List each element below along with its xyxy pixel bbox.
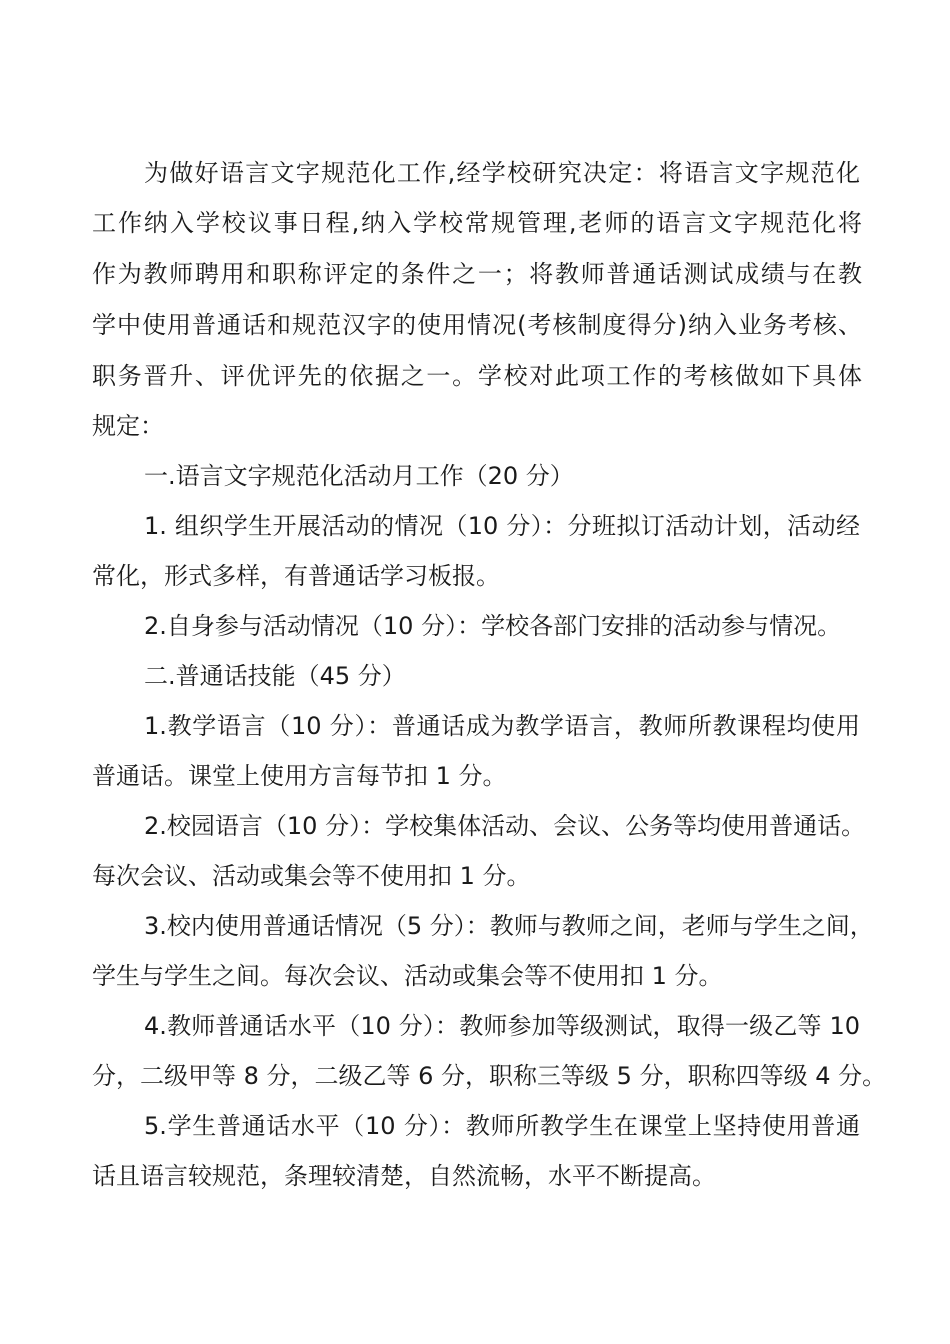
section-heading-2: 二.普通话技能（45 分）	[144, 662, 406, 690]
item-2-2-line-2: 每次会议、活动或集会等不使用扣 1 分。	[92, 862, 531, 890]
item-2-4-line-1: 4.教师普通话水平（10 分）：教师参加等级测试，取得一级乙等 10	[144, 1012, 860, 1040]
item-1-1-line-1: 1. 组织学生开展活动的情况（10 分）：分班拟订活动计划，活动经	[144, 512, 860, 540]
item-2-4-line-2: 分，二级甲等 8 分，二级乙等 6 分，职称三等级 5 分，职称四等级 4 分。	[92, 1062, 887, 1090]
section-heading-1: 一.语言文字规范化活动月工作（20 分）	[144, 462, 574, 490]
paragraph-intro-line-6: 规定：	[92, 412, 164, 440]
item-2-1-line-2: 普通话。课堂上使用方言每节扣 1 分。	[92, 762, 507, 790]
item-2-2-line-1: 2.校园语言（10 分）：学校集体活动、会议、公务等均使用普通话。	[144, 812, 866, 840]
item-1-2: 2.自身参与活动情况（10 分）：学校各部门安排的活动参与情况。	[144, 612, 842, 640]
item-2-5-line-2: 话且语言较规范，条理较清楚，自然流畅，水平不断提高。	[92, 1162, 716, 1190]
item-1-1-line-2: 常化，形式多样，有普通话学习板报。	[92, 562, 500, 590]
item-2-1-line-1: 1.教学语言（10 分）：普通话成为教学语言，教师所教课程均使用	[144, 712, 860, 740]
paragraph-intro-line-1: 为做好语言文字规范化工作,经学校研究决定：将语言文字规范化	[144, 159, 860, 187]
item-2-3-line-2: 学生与学生之间。每次会议、活动或集会等不使用扣 1 分。	[92, 962, 723, 990]
item-2-5-line-1: 5.学生普通话水平（10 分）：教师所教学生在课堂上坚持使用普通	[144, 1112, 860, 1140]
paragraph-intro-line-3: 作为教师聘用和职称评定的条件之一；将教师普通话测试成绩与在教	[92, 260, 862, 288]
item-2-3-line-1: 3.校内使用普通话情况（5 分）：教师与教师之间，老师与学生之间，	[144, 912, 874, 940]
paragraph-intro-line-2: 工作纳入学校议事日程,纳入学校常规管理,老师的语言文字规范化将	[92, 209, 862, 237]
paragraph-intro-line-4: 学中使用普通话和规范汉字的使用情况(考核制度得分)纳入业务考核、	[92, 311, 862, 339]
paragraph-intro-line-5: 职务晋升、评优评先的依据之一。学校对此项工作的考核做如下具体	[92, 362, 862, 390]
